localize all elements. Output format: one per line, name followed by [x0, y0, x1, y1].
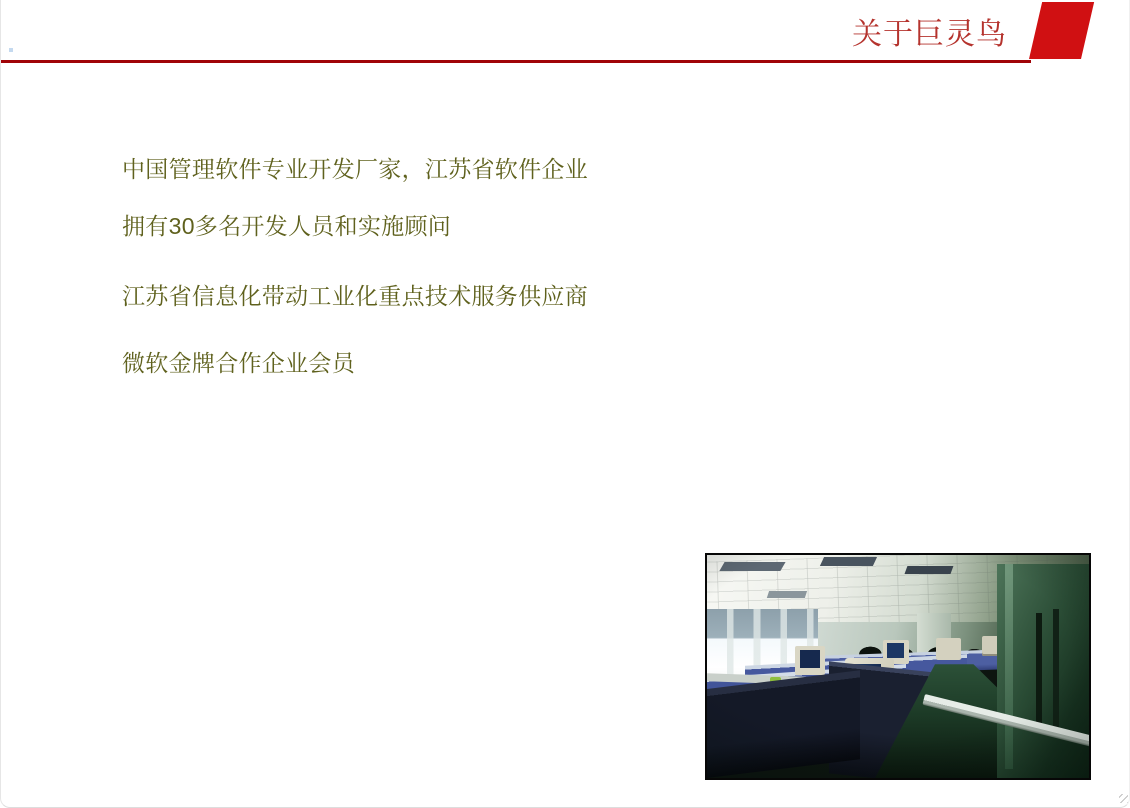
- title-underline-rule: [1, 60, 1031, 63]
- body-text-line-2: 拥有30多名开发人员和实施顾问: [122, 213, 452, 239]
- resize-grip-mark: [1119, 794, 1128, 803]
- body-text-line-1: 中国管理软件专业开发厂家，江苏省软件企业: [122, 156, 588, 182]
- stray-cursor-artifact: [9, 48, 13, 52]
- body-text-line-3: 江苏省信息化带动工业化重点技术服务供应商: [122, 283, 588, 309]
- corner-accent-shape: [1029, 2, 1094, 59]
- photo-vignette: [707, 555, 1089, 778]
- page-title: 关于巨灵鸟: [852, 18, 1007, 51]
- body-text-line-4: 微软金牌合作企业会员: [122, 350, 355, 376]
- office-photo: [705, 553, 1091, 780]
